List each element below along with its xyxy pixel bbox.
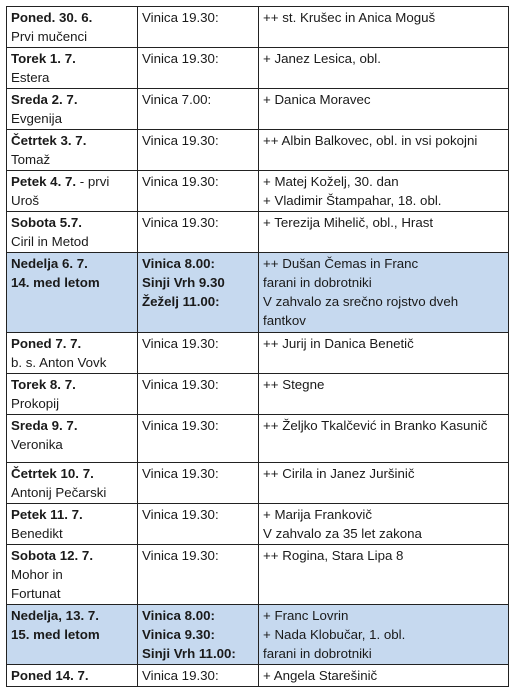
day-label: Sreda 2. 7. [11,92,78,107]
saint-name: Uroš [11,193,40,208]
saint-name: Evgenija [11,111,63,126]
intention-cell [259,545,509,605]
mass-time: Vinica 19.30: [142,174,219,189]
mass-time: Vinica 19.30: [142,507,219,522]
day-label: Sreda 9. 7. [11,418,78,433]
mass-intention: farani in dobrotniki [263,646,372,661]
day-label [11,172,133,191]
mass-time: Vinica 8.00: [142,608,215,623]
saint-name: Veronika [11,437,63,452]
mass-time: Vinica 8.00: [142,256,215,271]
day-cell [7,504,138,545]
schedule-row [7,89,509,130]
day-cell [7,171,138,212]
mass-time: Vinica 19.30: [142,668,219,683]
mass-time: Vinica 19.30: [142,10,219,25]
mass-time: Vinica 19.30: [142,133,219,148]
day-cell [7,415,138,463]
day-cell [7,212,138,253]
mass-intention: + Matej Koželj, 30. dan [263,174,399,189]
saint-name: Benedikt [11,526,63,541]
time-cell [138,504,259,545]
schedule-row [7,130,509,171]
day-label-suffix: - prvi [76,174,110,189]
mass-time: Sinji Vrh 9.30 [142,275,225,290]
day-label: Sobota 12. 7. [11,548,94,563]
time-cell [138,130,259,171]
mass-time: Vinica 19.30: [142,215,219,230]
schedule-row [7,374,509,415]
saint-name: Prvi mučenci [11,29,88,44]
day-label: Poned 7. 7. [11,336,82,351]
mass-time: Vinica 19.30: [142,418,219,433]
mass-intention: ++ Željko Tkalčević in Branko Kasunič [263,418,488,433]
intention-cell [259,605,509,665]
schedule-row-sunday [7,605,509,665]
day-label: Nedelja 6. 7. [11,256,88,271]
mass-intention: + Nada Klobučar, 1. obl. [263,627,406,642]
day-cell [7,605,138,665]
saint-name: Tomaž [11,152,51,167]
day-label: Poned. 30. 6. [11,10,93,25]
day-cell [7,89,138,130]
day-cell [7,130,138,171]
day-label: Četrtek 3. 7. [11,133,87,148]
time-cell [138,415,259,463]
day-cell [7,333,138,374]
mass-intention: ++ Stegne [263,377,325,392]
day-cell [7,374,138,415]
day-cell [7,253,138,333]
intention-cell [259,48,509,89]
mass-time: Vinica 19.30: [142,548,219,563]
mass-intention: + Danica Moravec [263,92,371,107]
schedule-row [7,7,509,48]
mass-time: Vinica 19.30: [142,377,219,392]
day-label: Torek 8. 7. [11,377,76,392]
intention-cell [259,7,509,48]
mass-intention: + Vladimir Štampahar, 18. obl. [263,193,442,208]
mass-intention: ++ st. Krušec in Anica Moguš [263,10,436,25]
schedule-row [7,463,509,504]
day-cell [7,463,138,504]
day-label: Četrtek 10. 7. [11,466,94,481]
liturgical-week: 14. med letom [11,275,100,290]
mass-time: Vinica 19.30: [142,336,219,351]
intention-cell [259,253,509,333]
mass-intention: ++ Rogina, Stara Lipa 8 [263,548,404,563]
intention-cell [259,212,509,253]
schedule-row [7,545,509,605]
mass-intention: + Janez Lesica, obl. [263,51,381,66]
mass-intention: ++ Dušan Čemas in Franc [263,256,419,271]
saint-name: b. s. Anton Vovk [11,355,107,370]
day-label: Torek 1. 7. [11,51,76,66]
intention-cell [259,463,509,504]
liturgical-week: 15. med letom [11,627,100,642]
time-cell [138,48,259,89]
mass-intention: ++ Cirila in Janez Juršinič [263,466,415,481]
schedule-row [7,504,509,545]
saint-name: Prokopij [11,396,60,411]
time-cell [138,605,259,665]
mass-time: Vinica 9.30: [142,627,215,642]
day-label-text: Petek 4. 7. [11,174,77,189]
time-cell [138,89,259,130]
mass-intention: V zahvalo za 35 let zakona [263,526,422,541]
time-cell [138,7,259,48]
intention-cell [259,374,509,415]
intention-cell [259,415,509,463]
time-cell [138,212,259,253]
schedule-row [7,48,509,89]
schedule-row [7,333,509,374]
mass-intention: ++ Jurij in Danica Benetič [263,336,414,351]
intention-cell [259,89,509,130]
time-cell [138,463,259,504]
mass-intention: ++ Albin Balkovec, obl. in vsi pokojni [263,133,478,148]
mass-time: Žeželj 11.00: [142,294,220,309]
day-cell [7,545,138,605]
intention-cell [259,171,509,212]
intention-cell [259,130,509,171]
mass-time: Vinica 19.30: [142,51,219,66]
time-cell [138,253,259,333]
day-label: Nedelja, 13. 7. [11,608,99,623]
day-label: Petek 11. 7. [11,507,83,522]
mass-intention: V zahvalo za srečno rojstvo dveh fantkov [263,294,459,328]
mass-intention: + Franc Lovrin [263,608,349,623]
saint-name: Ciril in Metod [11,234,89,249]
mass-time: Vinica 7.00: [142,92,212,107]
schedule-row [7,212,509,253]
time-cell [138,545,259,605]
mass-intention: + Marija Frankovič [263,507,372,522]
day-label: Sobota 5.7. [11,215,82,230]
mass-time: Vinica 19.30: [142,466,219,481]
saint-name: Estera [11,70,50,85]
intention-cell [259,333,509,374]
mass-time: Sinji Vrh 11.00: [142,646,236,661]
schedule-row-sunday [7,253,509,333]
schedule-row [7,415,509,463]
mass-schedule-table [6,6,509,687]
mass-intention: farani in dobrotniki [263,275,372,290]
saint-name: Mohor in Fortunat [11,567,63,601]
time-cell [138,333,259,374]
time-cell [138,171,259,212]
time-cell [138,374,259,415]
day-cell [7,7,138,48]
saint-name: Antonij Pečarski [11,485,107,500]
intention-cell [259,504,509,545]
day-cell [7,48,138,89]
mass-intention: + Angela Starešinič [263,668,378,683]
day-label: Poned 14. 7. [11,668,89,683]
schedule-row [7,171,509,212]
mass-intention: + Terezija Mihelič, obl., Hrast [263,215,434,230]
